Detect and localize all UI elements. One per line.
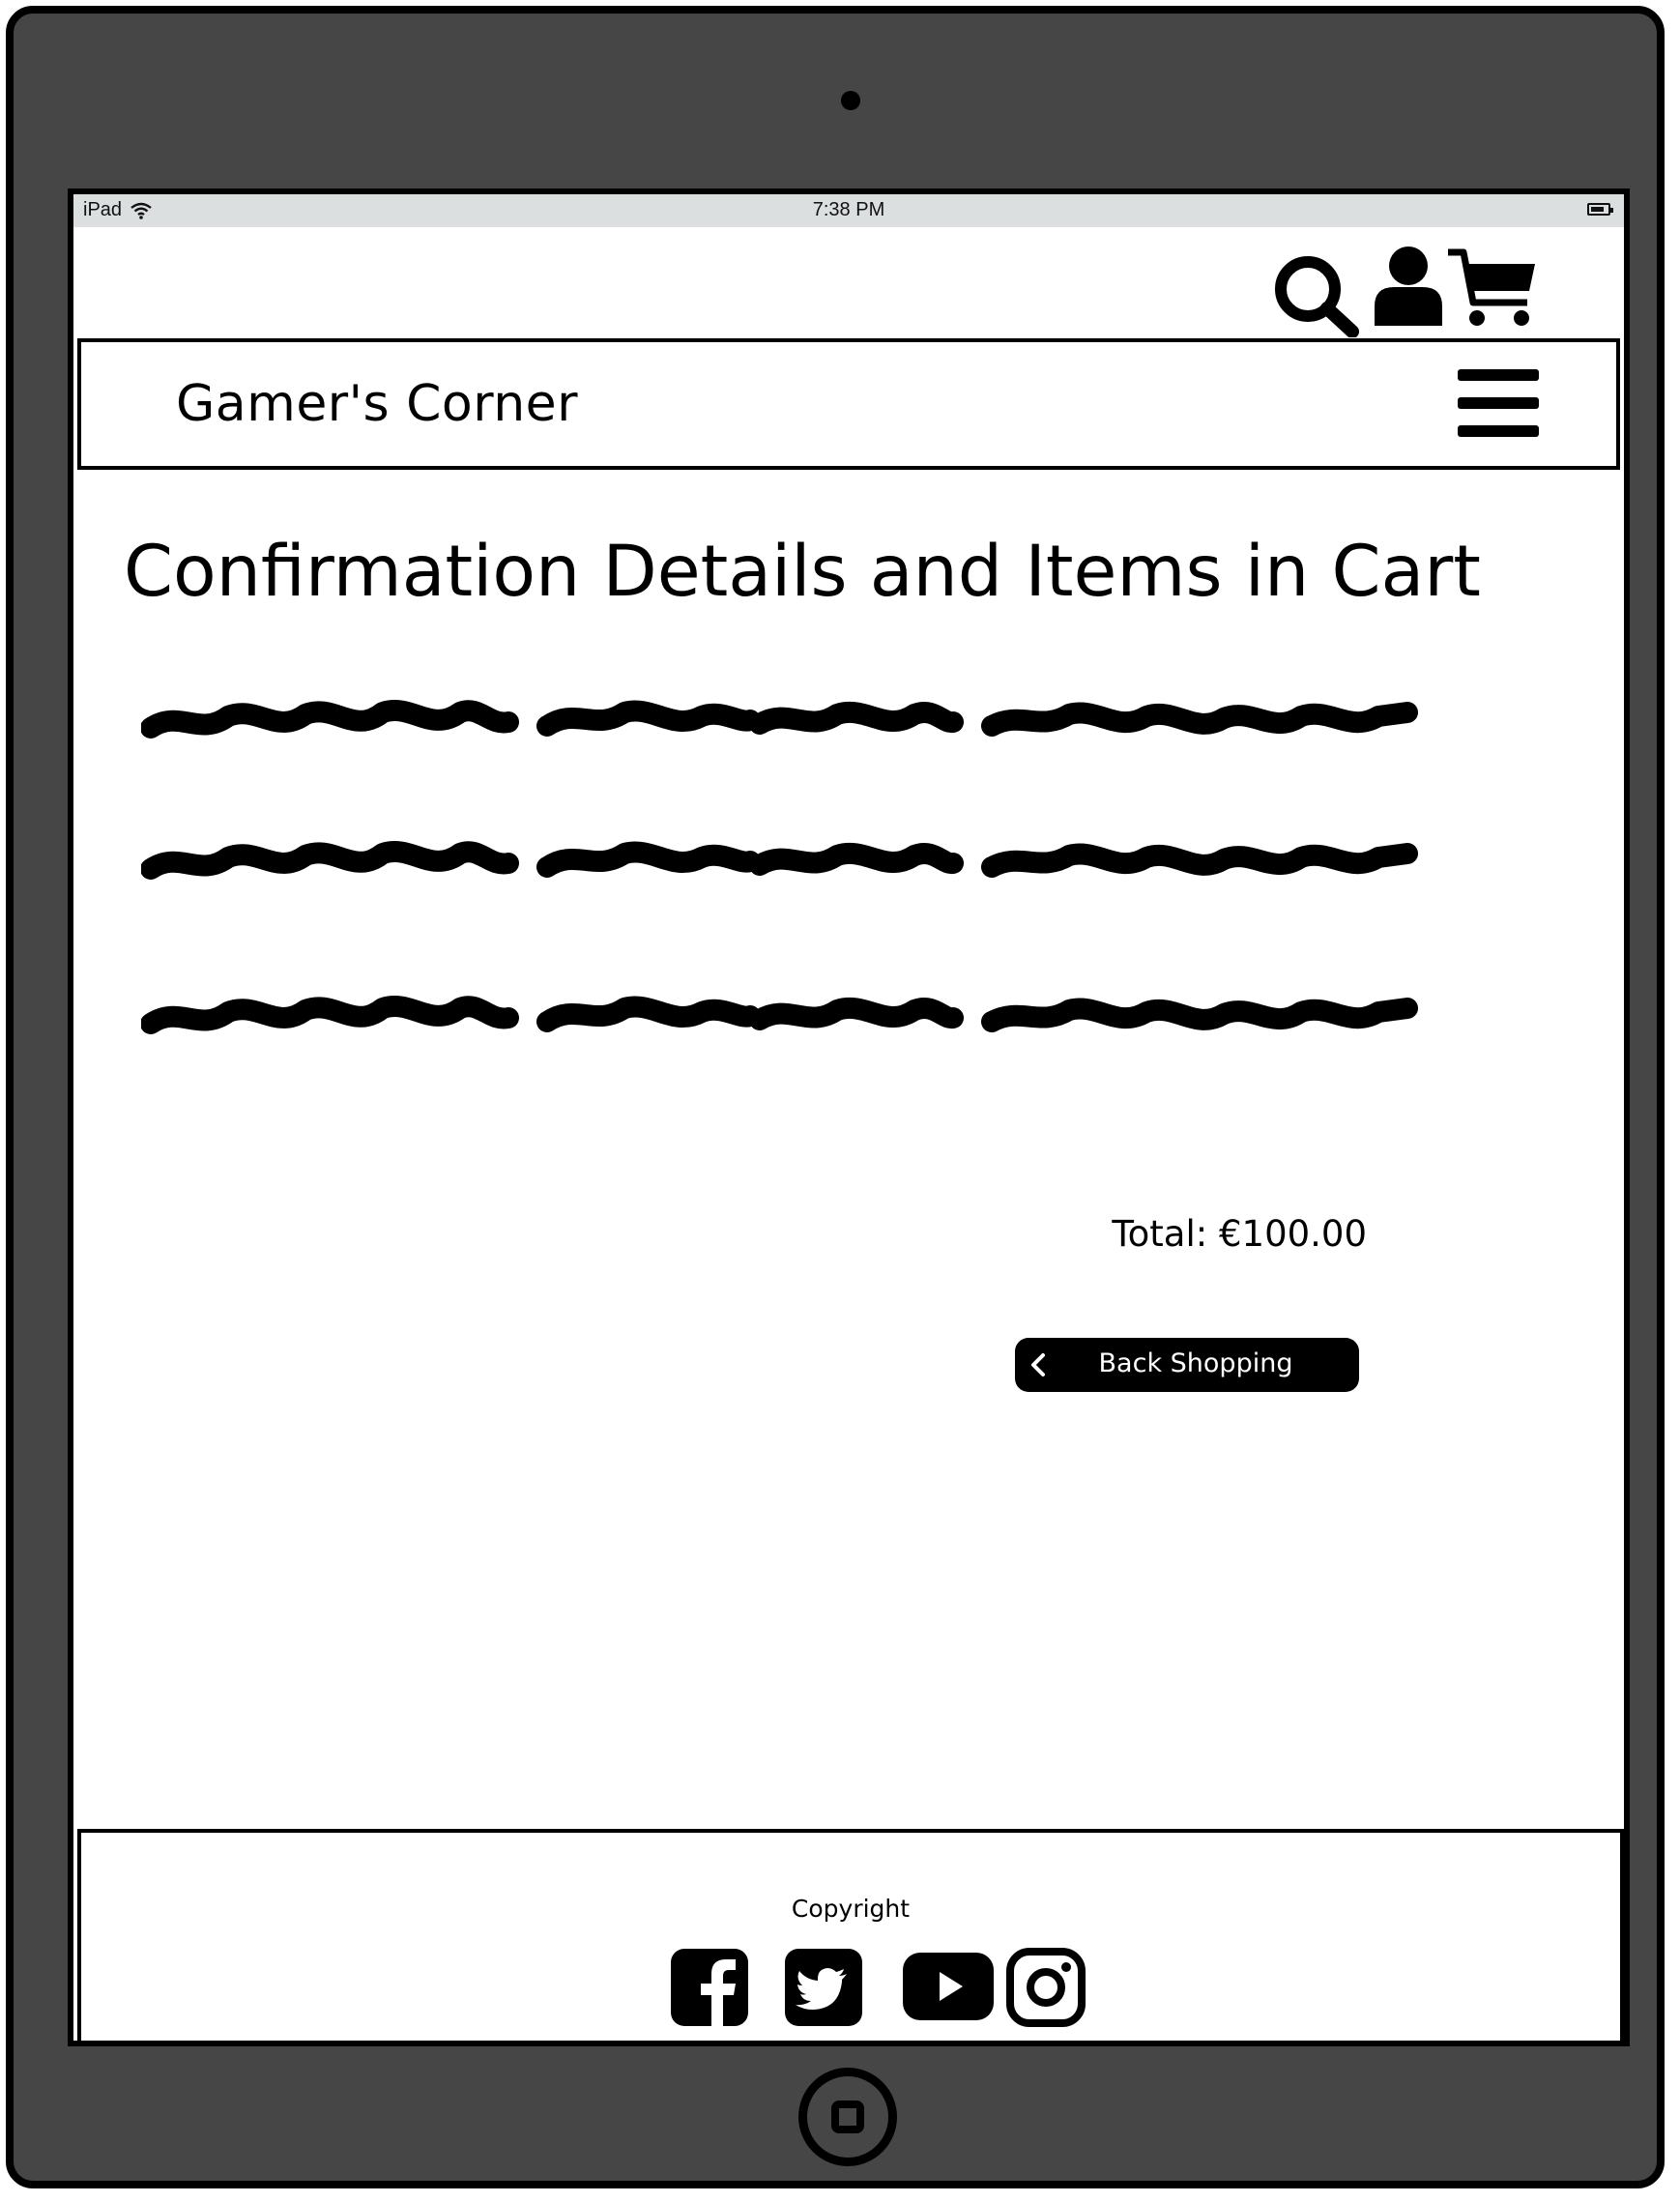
page-title: Confirmation Details and Items in Cart <box>124 531 1481 613</box>
account-button[interactable] <box>1373 245 1444 331</box>
back-shopping-button[interactable] <box>1015 1338 1359 1392</box>
menu-button[interactable] <box>1458 369 1539 439</box>
tablet-frame <box>6 6 1665 2188</box>
status-time: 7:38 PM <box>812 199 885 220</box>
footer <box>77 1829 1624 2046</box>
cart-icon <box>1446 246 1539 330</box>
instagram-link[interactable] <box>1005 1947 1086 2031</box>
hamburger-menu-icon <box>1458 369 1539 381</box>
social-links <box>81 1947 1620 2034</box>
facebook-icon <box>669 1947 750 2028</box>
back-shopping-label: Back Shopping <box>1098 1348 1293 1378</box>
navbar <box>77 338 1620 470</box>
cart-item-placeholder <box>141 819 1436 896</box>
status-bar <box>73 194 1624 227</box>
facebook-link[interactable] <box>669 1947 750 2031</box>
home-button[interactable] <box>798 2068 897 2166</box>
search-icon <box>1271 252 1360 337</box>
device-label: iPad <box>83 199 123 220</box>
copyright-text: Copyright <box>791 1895 911 1923</box>
search-button[interactable] <box>1271 252 1360 340</box>
instagram-icon <box>1005 1947 1086 2028</box>
cart-button[interactable] <box>1446 246 1539 333</box>
cart-item-placeholder <box>141 678 1436 755</box>
youtube-link[interactable] <box>901 1951 996 2025</box>
brand-link[interactable]: Gamer's Corner <box>176 375 579 433</box>
battery-icon <box>1587 203 1610 216</box>
home-square-icon <box>831 2101 864 2133</box>
cart-item-placeholder <box>141 973 1436 1051</box>
camera-dot <box>841 91 860 110</box>
twitter-icon <box>783 1947 864 2028</box>
user-icon <box>1373 245 1444 328</box>
screen <box>68 188 1630 2046</box>
youtube-icon <box>901 1951 996 2022</box>
utility-icons <box>73 227 1624 338</box>
order-total: Total: €100.00 <box>1112 1213 1367 1255</box>
twitter-link[interactable] <box>783 1947 864 2031</box>
